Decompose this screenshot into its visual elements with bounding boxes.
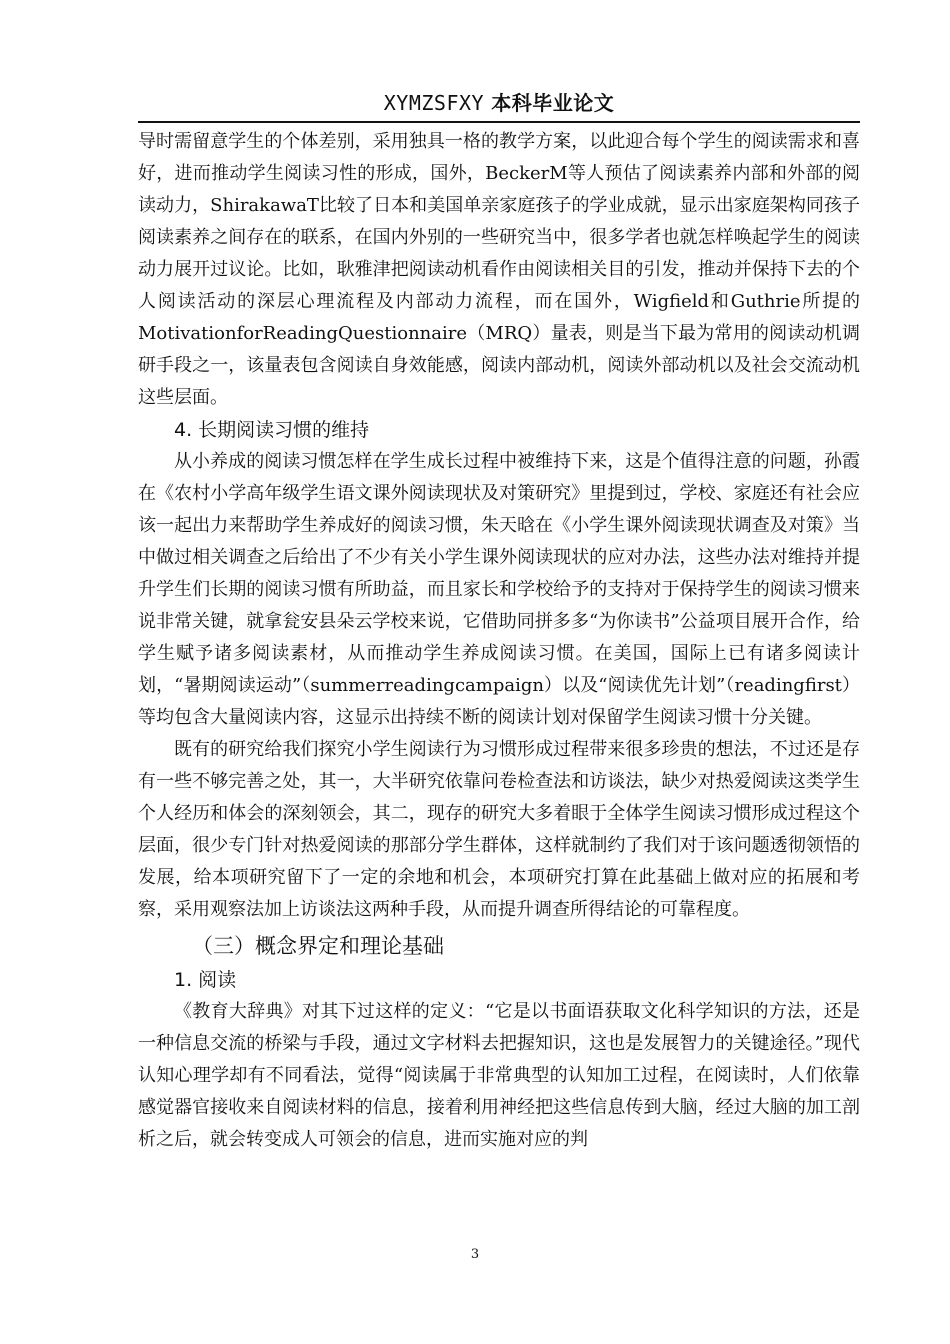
header-divider (138, 121, 860, 123)
paragraph-research-gap: 既有的研究给我们探究小学生阅读行为习惯形成过程带来很多珍贵的想法，不过还是存有一些不够完善之处，其一，大半研究依靠问卷检查法和访谈法，缺少对热爱阅读这类学生个人经历和体会的深刻领会，其二，现存的研究大多着眼于全体学生阅读习惯形成过程这个层面，很少专门针对热爱阅读的那部分学生群体，这样就制约了我们对于该问题透彻领悟的发展，给本项研究留下了一定的余地和机会，本项研究打算在此基础上做对应的拓展和考察，采用观察法加上访谈法这两种手段，从而提升调查所得结论的可靠程度。 (138, 739, 860, 920)
paragraph-motivation: 导时需留意学生的个体差别，采用独具一格的教学方案，以此迎合每个学生的阅读需求和喜好，进而推动学生阅读习性的形成，国外，BeckerM等人预估了阅读素养内部和外部的阅读动力，ShirakawaT比较了日本和美国单亲家庭孩子的学业成就，显示出家庭架构同孩子阅读素养之间存在的联系，在国内外别的一些研究当中，很多学者也就怎样唤起学生的阅读动力展开过议论。比如，耿雅津把阅读动机看作由阅读相关目的引发，推动并保持下去的个人阅读活动的深层心理流程及内部动力流程，而在国外，Wigfield和Guthrie所提的MotivationforReadingQuestionnaire（MRQ）量表，则是当下最为常用的阅读动机调研手段之一，该量表包含阅读自身效能感，阅读内部动机，阅读外部动机以及社会交流动机这些层面。 (138, 131, 860, 408)
heading-reading: 1. 阅读 (174, 969, 237, 991)
header-code: XYMZSFXY (383, 91, 485, 115)
header-title: 本科毕业论文 (491, 91, 615, 115)
paragraph-habit-maintenance: 从小养成的阅读习惯怎样在学生成长过程中被维持下来，这是个值得注意的问题，孙霞在《农村小学高年级学生语文课外阅读现状及对策研究》里提到过，学校、家庭还有社会应该一起出力来帮助学生养成好的阅读习惯，朱天晗在《小学生课外阅读现状调查及对策》当中做过相关调查之后给出了不少有关小学生课外阅读现状的应对办法，这些办法对维持并提升学生们长期的阅读习惯有所助益，而且家长和学校给予的支持对于保持学生的阅读习惯来说非常关键，就拿瓮安县朵云学校来说，它借助同拼多多“为你读书”公益项目展开合作，给学生赋予诸多阅读素材，从而推动学生养成阅读习惯。在美国，国际上已有诸多阅读计划，“暑期阅读运动”（summerreadingcampaign）以及“阅读优先计划”（readingfirst）等均包含大量阅读内容，这显示出持续不断的阅读计划对保留学生阅读习惯十分关键。 (138, 451, 860, 728)
page-number: 3 (470, 1247, 480, 1262)
body-content (138, 126, 860, 1156)
paragraph-reading-definition: 《教育大辞典》对其下过这样的定义：“它是以书面语获取文化科学知识的方法，还是一种信息交流的桥梁与手段，通过文字材料去把握知识，这也是发展智力的关键途径。”现代认知心理学却有不同看法，觉得“阅读属于非常典型的认知加工过程，在阅读时，人们依靠感觉器官接收来自阅读材料的信息，接着利用神经把这些信息传到大脑，经过大脑的加工剖析之后，就会转变成人可领会的信息，进而实施对应的判 (138, 1001, 860, 1150)
heading-long-term-reading-habit: 4. 长期阅读习惯的维持 (174, 419, 370, 441)
heading-concepts-and-theory: （三）概念界定和理论基础 (192, 934, 444, 958)
page-header (138, 88, 860, 122)
